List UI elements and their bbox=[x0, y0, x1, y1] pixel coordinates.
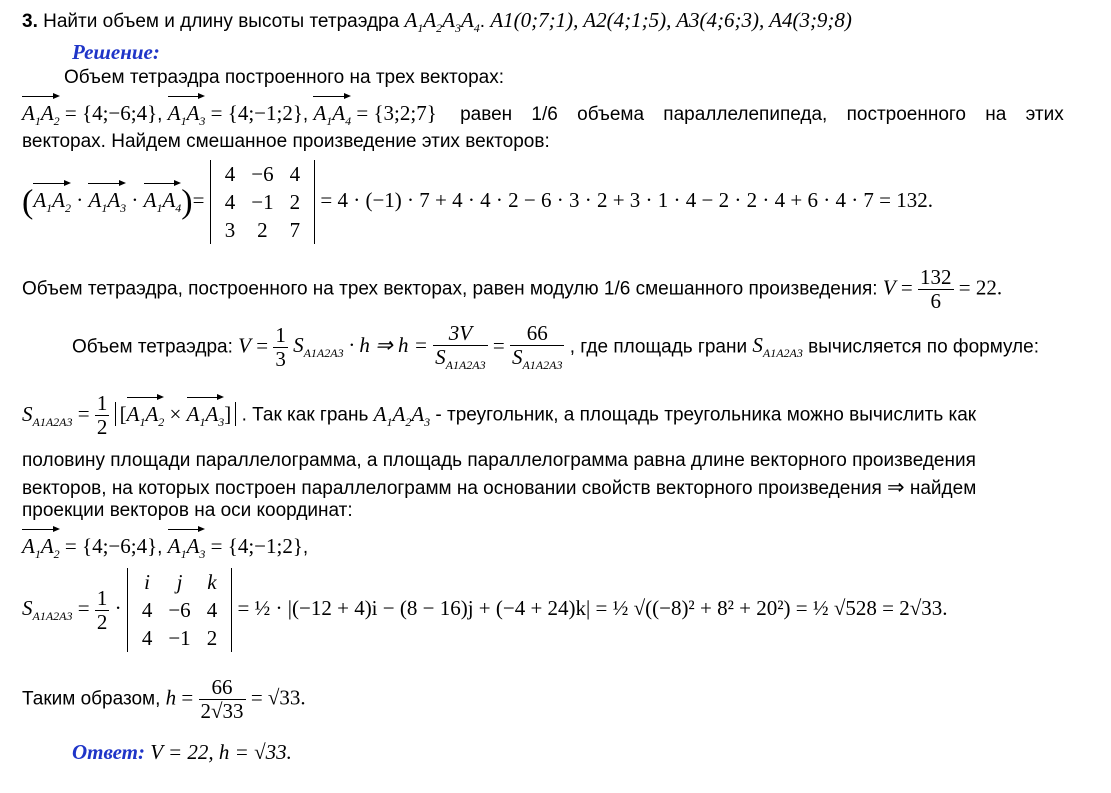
vec-a1a4-value: {3;2;7} bbox=[373, 101, 437, 125]
determinant-2 bbox=[127, 568, 232, 652]
vec-a1a3-value: {4;−1;2} bbox=[227, 101, 303, 125]
cross-product-equation: $S_{A1A2A3}$ = $\frac{1}{2}$ · i j k 4 −6 4 4 −1 2 = ½ · |(−12 + 4)i − (8 − 16)j + (−4 + 24)k| = ½ √((−8)² + 8² + 20²) = ½ √528 = 2√33. bbox=[22, 568, 948, 652]
det1-cell-2-1: 2 bbox=[257, 218, 268, 243]
text-line-6: . Так как грань bbox=[241, 404, 369, 426]
text-line-8a: векторов, на которых построен параллелограмм на основании свойств векторного произведения bbox=[22, 478, 882, 499]
text-line-5a: Объем тетраэдра: bbox=[72, 336, 233, 358]
text-line-8: векторов, на которых построен параллелограмм на основании свойств векторного произведения ⇒ найдем bbox=[22, 475, 977, 499]
det1-cell-1-0: 4 bbox=[224, 190, 236, 215]
det1-cell-0-0: 4 bbox=[224, 162, 236, 186]
vectors-line-2: $A_1A_2$ = {4;−6;4}, $A_1A_3$ = {4;−1;2}, bbox=[22, 526, 308, 562]
det2-cell-2-0: 4 bbox=[141, 626, 153, 651]
det1-cell-1-1: −1 bbox=[251, 190, 274, 215]
text-line-2: равен 1/6 объема параллелепипеда, построенного на этих bbox=[460, 104, 1064, 125]
vectors-line: $A_1A_2$ = {4;−6;4}, $A_1A_3$ = {4;−1;2}, $A_1A_4$ = {3;2;7} равен 1/6 объема параллелепипеда, построенного на этих bbox=[22, 93, 1094, 129]
det2-cell-0-1: j bbox=[176, 570, 183, 594]
vec-a1a3-value-2: {4;−1;2} bbox=[227, 534, 303, 558]
text-line-1: Объем тетраэдра построенного на трех векторах: bbox=[64, 67, 504, 88]
text-line-8b: найдем bbox=[909, 478, 977, 499]
text-line-12: Таким образом, bbox=[22, 688, 161, 710]
text-line-4: Объем тетраэдра, построенного на трех векторах, равен модулю 1/6 смешанного произведения: bbox=[22, 278, 878, 300]
vec-a1a2-value-2: {4;−6;4} bbox=[82, 534, 158, 558]
height-result-line: Таким образом, h = $\frac{66}{2√33}$ = √33. bbox=[22, 675, 306, 724]
det2-cell-2-2: 2 bbox=[206, 626, 218, 651]
det1-cell-0-1: −6 bbox=[251, 162, 274, 186]
det1-cell-0-2: 4 bbox=[289, 162, 301, 186]
det2-cell-1-2: 4 bbox=[206, 598, 218, 623]
det2-cell-0-2: k bbox=[207, 570, 217, 594]
problem-text: Найти объем и длину высоты тетраэдра bbox=[43, 11, 400, 32]
solution-label: Решение: bbox=[72, 40, 160, 64]
mixed-product-equation: $(A_1A_2 \cdot A_1A_3 \cdot A_1A_4)=$ 4 −6 4 4 −1 2 3 2 7 = 4 · (−1) · 7 + 4 · 4 · 2 − 6 · 3 · 2 + 3 · 1 · 4 − 2 · 2 · 4 + 6 · 4 · 7 = 132. bbox=[22, 160, 933, 244]
text-line-5b: , где площадь грани bbox=[569, 336, 748, 358]
text-line-6b: - треугольник, а площадь треугольника можно вычислить как bbox=[435, 404, 977, 426]
volume-line: Объем тетраэдра, построенного на трех векторах, равен модулю 1/6 смешанного произведения: V = $\frac{132}{6}$ = 22. bbox=[22, 265, 1003, 314]
det2-cell-1-1: −6 bbox=[168, 598, 191, 623]
text-line-7: половину площади параллелограмма, а площадь параллелограмма равна длине векторного произведения bbox=[22, 450, 976, 471]
height-result: = √33. bbox=[250, 685, 306, 710]
answer-value: V = 22, h = √33. bbox=[150, 740, 292, 764]
det1-cell-2-0: 3 bbox=[224, 218, 236, 243]
vec-a1a2-value: {4;−6;4} bbox=[82, 101, 158, 125]
answer-line bbox=[72, 740, 292, 765]
det1-cell-2-2: 7 bbox=[289, 218, 301, 243]
cross-product-result: = ½ · |(−12 + 4)i − (8 − 16)j + (−4 + 24)k| = ½ √((−8)² + 8² + 20²) = ½ √528 = 2√33. bbox=[237, 596, 948, 621]
determinant-1 bbox=[210, 160, 315, 244]
det2-cell-2-1: −1 bbox=[168, 626, 191, 651]
text-line-9: проекции векторов на оси координат: bbox=[22, 500, 353, 521]
text-line-3: векторах. Найдем смешанное произведение этих векторов: bbox=[22, 131, 550, 152]
answer-label: Ответ: bbox=[72, 740, 145, 764]
det1-cell-1-2: 2 bbox=[289, 190, 301, 215]
volume-result: = 22. bbox=[958, 275, 1003, 300]
problem-statement: 3. Найти объем и длину высоты тетраэдра $A_1A_2A_3A_4$. A1(0;7;1), A2(4;1;5), A3(4;6;3), A4(3;9;8) bbox=[22, 8, 852, 36]
determinant-result: = 4 · (−1) · 7 + 4 · 4 · 2 − 6 · 3 · 2 + 3 · 1 · 4 − 2 · 2 · 4 + 6 · 4 · 7 = 132. bbox=[320, 188, 934, 213]
text-line-5c: вычисляется по формуле: bbox=[808, 336, 1039, 358]
det2-cell-0-0: i bbox=[144, 570, 151, 594]
height-formula-line: Объем тетраэдра: V = $\frac{1}{3}$ $S_{A1A2A3} \cdot h$ ⇒ h = $\frac{3V}{S_{A1A2A3}}$ = $\frac{66}{S_{A1A2A3}}$ , где площадь грани $S_{A1A2A3}$ вычисляется по формуле: bbox=[72, 321, 1039, 373]
problem-number: 3. bbox=[22, 11, 38, 32]
det2-cell-1-0: 4 bbox=[141, 598, 153, 623]
area-formula-line: $S_{A1A2A3}$ = $\frac{1}{2}$ $[A_1A_2 \times A_1A_3]$ . Так как грань $A_1A_2A_3$ - треугольник, а площадь треугольника можно вычислить как bbox=[22, 391, 977, 440]
problem-points: A1(0;7;1), A2(4;1;5), A3(4;6;3), A4(3;9;8) bbox=[490, 8, 852, 32]
